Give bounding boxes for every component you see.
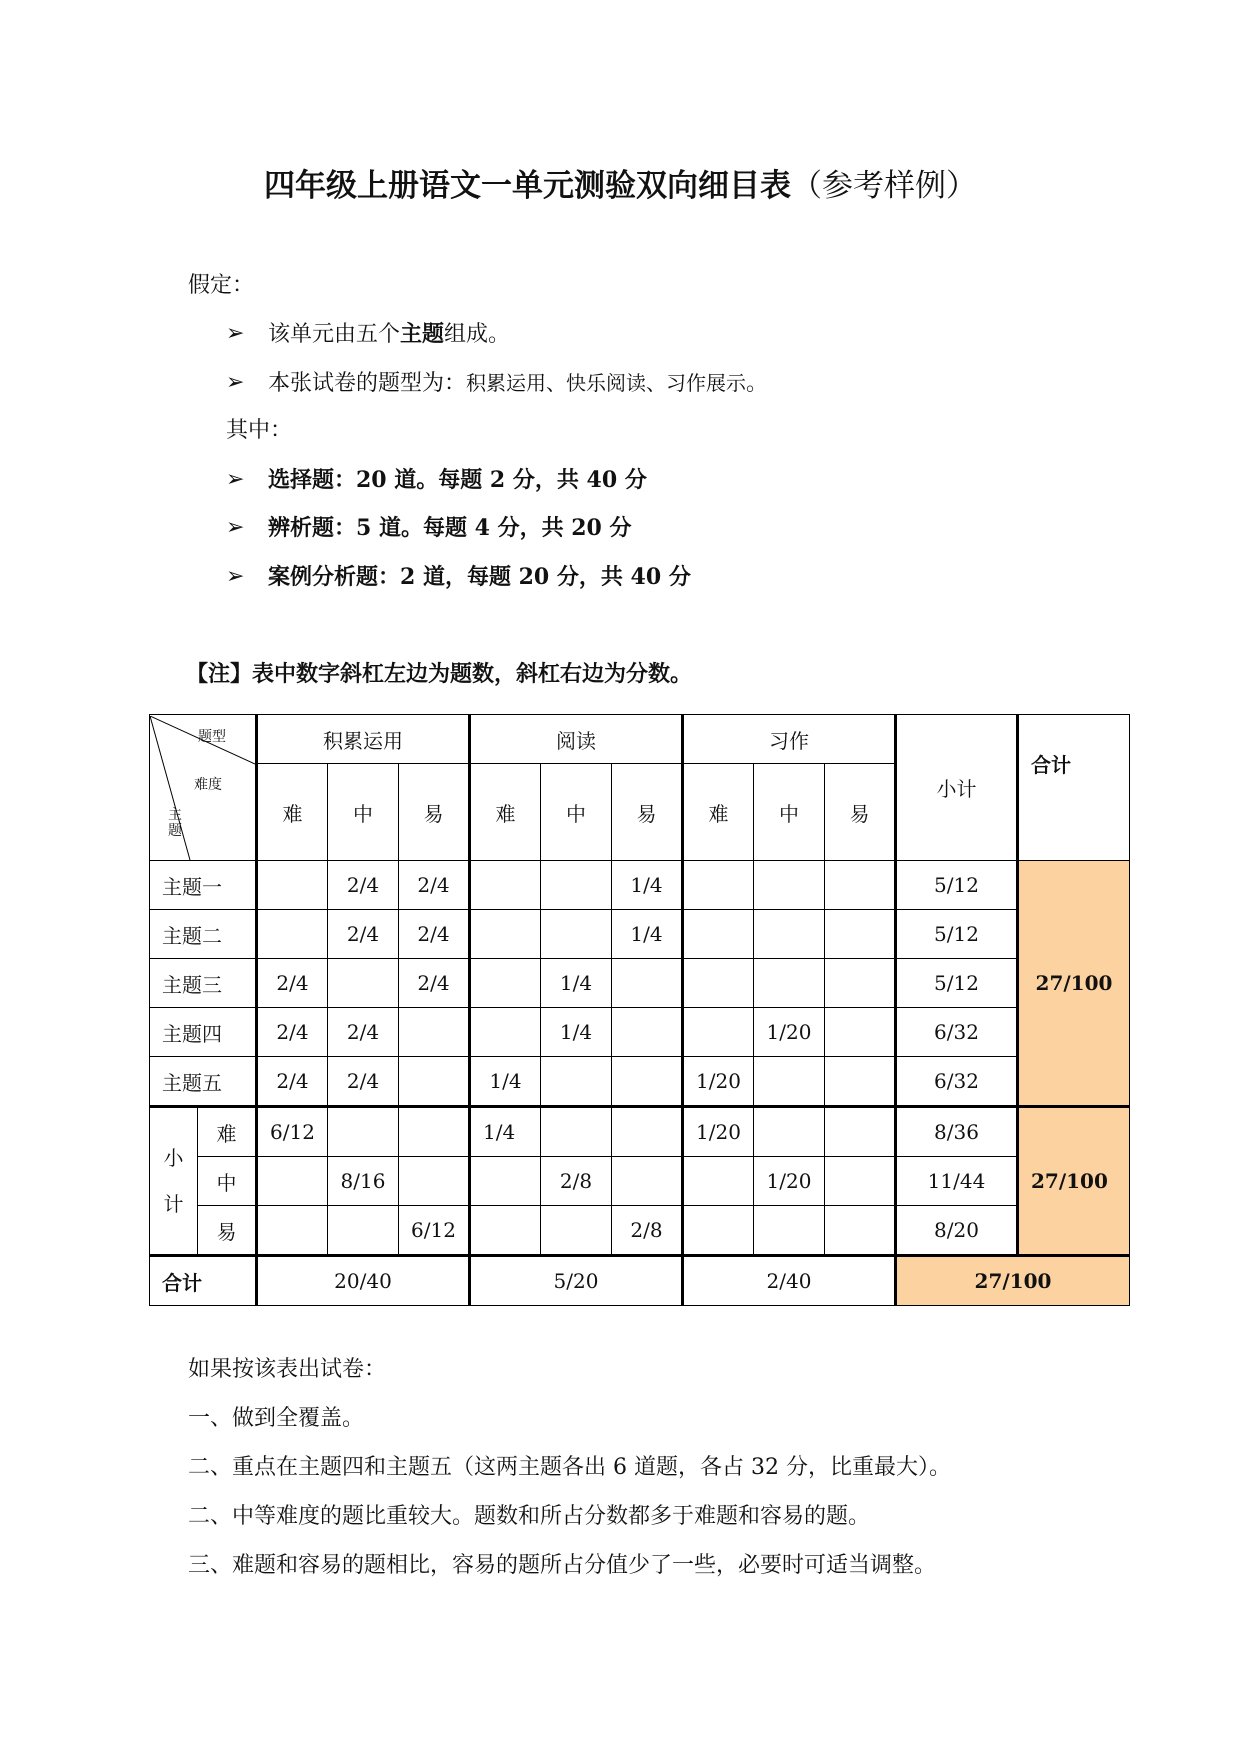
row-subtotal: 5/12 [896, 910, 1018, 959]
bullet-icon: ➢ [226, 515, 245, 540]
difficulty-label: 中 [197, 1157, 256, 1206]
table-cell: 2/4 [328, 861, 399, 910]
group-header: 习作 [683, 715, 896, 764]
table-row [150, 1057, 1130, 1107]
table-cell: 2/4 [399, 861, 470, 910]
table-cell [683, 1008, 754, 1057]
table-cell: 1/20 [754, 1008, 825, 1057]
table-cell [825, 1057, 896, 1107]
assume-among: 其中： [226, 418, 293, 443]
table-cell: 1/4 [541, 1008, 612, 1057]
bullet-icon: ➢ [226, 467, 245, 492]
topic-name: 主题四 [150, 1008, 257, 1057]
level-header: 难 [257, 764, 328, 861]
table-cell [754, 1107, 825, 1157]
table-cell: 1/20 [754, 1157, 825, 1206]
table-row [150, 861, 1130, 910]
total-label: 合计 [150, 1256, 257, 1306]
table-cell [683, 959, 754, 1008]
table-cell [754, 1206, 825, 1256]
table-cell [470, 1008, 541, 1057]
table-cell [683, 1206, 754, 1256]
bullet-icon: ➢ [226, 321, 245, 346]
topic-name: 主题三 [150, 959, 257, 1008]
row-subtotal: 5/12 [896, 959, 1018, 1008]
table-row [150, 1206, 1130, 1256]
bullet-icon: ➢ [226, 370, 245, 395]
bullet-icon: ➢ [226, 564, 245, 589]
conclusion-item: 三、难题和容易的题相比，容易的题所占分值少了一些，必要时可适当调整。 [188, 1553, 937, 1578]
table-row [150, 1256, 1130, 1306]
grand-total: 27/100 [896, 1256, 1130, 1306]
table-cell [612, 1008, 683, 1057]
level-header: 难 [683, 764, 754, 861]
table-cell: 8/16 [328, 1157, 399, 1206]
table-cell [257, 910, 328, 959]
assume-item-5: 案例分析题：2 道，每题 20 分，共 40 分 [268, 564, 691, 590]
row-subtotal: 6/32 [896, 1008, 1018, 1057]
table-cell [825, 861, 896, 910]
level-header: 中 [754, 764, 825, 861]
table-cell [825, 959, 896, 1008]
table-cell [257, 1206, 328, 1256]
table-note: 【注】表中数字斜杠左边为题数，斜杠右边为分数。 [186, 661, 693, 687]
table-cell: 2/4 [257, 1008, 328, 1057]
row-subtotal: 8/20 [896, 1206, 1018, 1256]
corner-label-type: 题型 [198, 728, 226, 745]
table-cell [541, 861, 612, 910]
level-total: 27/100 [1018, 1107, 1130, 1256]
table-cell: 1/4 [541, 959, 612, 1008]
table-cell [399, 1107, 470, 1157]
title-sub: （参考样例） [791, 168, 977, 204]
table-cell [399, 1057, 470, 1107]
row-subtotal: 5/12 [896, 861, 1018, 910]
assume-item-3: 选择题：20 道。每题 2 分，共 40 分 [268, 467, 647, 493]
conclusion-item: 二、中等难度的题比重较大。题数和所占分数都多于难题和容易的题。 [188, 1504, 871, 1529]
group-total: 20/40 [257, 1256, 470, 1306]
table-cell [754, 1057, 825, 1107]
table-cell: 2/4 [399, 910, 470, 959]
subtotal-header: 小计 [896, 715, 1018, 861]
topic-name: 主题二 [150, 910, 257, 959]
table-cell: 2/8 [541, 1157, 612, 1206]
conclusion-item: 二、重点在主题四和主题五（这两主题各出 6 道题，各占 32 分，比重最大）。 [188, 1455, 951, 1480]
table-cell [399, 1008, 470, 1057]
table-cell [825, 910, 896, 959]
assume-item-1: 该单元由五个主题组成。 [268, 321, 511, 347]
conclusion-intro: 如果按该表出试卷： [188, 1357, 387, 1382]
total-header: 合计 [1018, 715, 1130, 861]
table-cell [470, 1157, 541, 1206]
table-cell [825, 1206, 896, 1256]
table-row [150, 910, 1130, 959]
table-cell [825, 1008, 896, 1057]
table-cell [825, 1157, 896, 1206]
level-header: 中 [541, 764, 612, 861]
subtotal-row-label: 小 计 [150, 1107, 198, 1256]
level-header: 易 [612, 764, 683, 861]
page-title [0, 160, 1241, 205]
table-cell [683, 1157, 754, 1206]
corner-cell [150, 715, 257, 861]
corner-label-difficulty: 难度 [194, 776, 222, 793]
difficulty-label: 难 [197, 1107, 256, 1157]
table-cell [470, 910, 541, 959]
level-header: 中 [328, 764, 399, 861]
table-cell: 2/4 [328, 1057, 399, 1107]
table-cell: 1/4 [612, 861, 683, 910]
table-cell: 2/4 [257, 1057, 328, 1107]
table-row [150, 1157, 1130, 1206]
level-header: 易 [825, 764, 896, 861]
table-cell: 2/4 [328, 910, 399, 959]
table-cell [612, 1157, 683, 1206]
table-cell [399, 1157, 470, 1206]
table-cell: 2/8 [612, 1206, 683, 1256]
table-cell [683, 861, 754, 910]
table-row [150, 1107, 1130, 1157]
level-header: 易 [399, 764, 470, 861]
table-cell: 1/20 [683, 1107, 754, 1157]
table-cell: 1/4 [470, 1107, 541, 1157]
table-cell [541, 910, 612, 959]
table-cell [612, 1107, 683, 1157]
table-cell: 2/4 [399, 959, 470, 1008]
table-cell [470, 861, 541, 910]
table-cell [612, 959, 683, 1008]
table-cell [754, 861, 825, 910]
assume-label: 假定： [188, 273, 255, 298]
group-header: 积累运用 [257, 715, 470, 764]
corner-label-topic-1: 主 [168, 806, 182, 823]
table-cell [754, 910, 825, 959]
conclusion-item: 一、做到全覆盖。 [188, 1406, 365, 1431]
table-cell [470, 959, 541, 1008]
table-row [150, 959, 1130, 1008]
table-cell [541, 1107, 612, 1157]
spec-table [149, 714, 1130, 1306]
difficulty-label: 易 [197, 1206, 256, 1256]
table-cell: 6/12 [399, 1206, 470, 1256]
group-header: 阅读 [470, 715, 683, 764]
row-subtotal: 8/36 [896, 1107, 1018, 1157]
table-cell [754, 959, 825, 1008]
title-main: 四年级上册语文一单元测验双向细目表 [264, 168, 791, 204]
table-cell [257, 861, 328, 910]
table-cell [257, 1157, 328, 1206]
table-cell: 1/4 [470, 1057, 541, 1107]
topic-name: 主题五 [150, 1057, 257, 1107]
table-cell [470, 1206, 541, 1256]
row-subtotal: 11/44 [896, 1157, 1018, 1206]
table-cell [612, 1057, 683, 1107]
topic-name: 主题一 [150, 861, 257, 910]
table-cell [825, 1107, 896, 1157]
table-cell [683, 910, 754, 959]
group-total: 5/20 [470, 1256, 683, 1306]
table-cell: 6/12 [257, 1107, 328, 1157]
table-cell: 2/4 [328, 1008, 399, 1057]
row-subtotal: 6/32 [896, 1057, 1018, 1107]
table-cell: 1/4 [612, 910, 683, 959]
level-header: 难 [470, 764, 541, 861]
topic-total: 27/100 [1018, 861, 1130, 1107]
table-cell [328, 1107, 399, 1157]
table-cell [328, 959, 399, 1008]
group-total: 2/40 [683, 1256, 896, 1306]
table-row [150, 1008, 1130, 1057]
table-cell [541, 1206, 612, 1256]
corner-label-topic-2: 题 [168, 822, 182, 839]
table-cell [328, 1206, 399, 1256]
assume-item-4: 辨析题：5 道。每题 4 分，共 20 分 [268, 515, 632, 541]
table-cell: 1/20 [683, 1057, 754, 1107]
table-cell: 2/4 [257, 959, 328, 1008]
table-cell [541, 1057, 612, 1107]
assume-item-2: 本张试卷的题型为：积累运用、快乐阅读、习作展示。 [268, 371, 769, 396]
